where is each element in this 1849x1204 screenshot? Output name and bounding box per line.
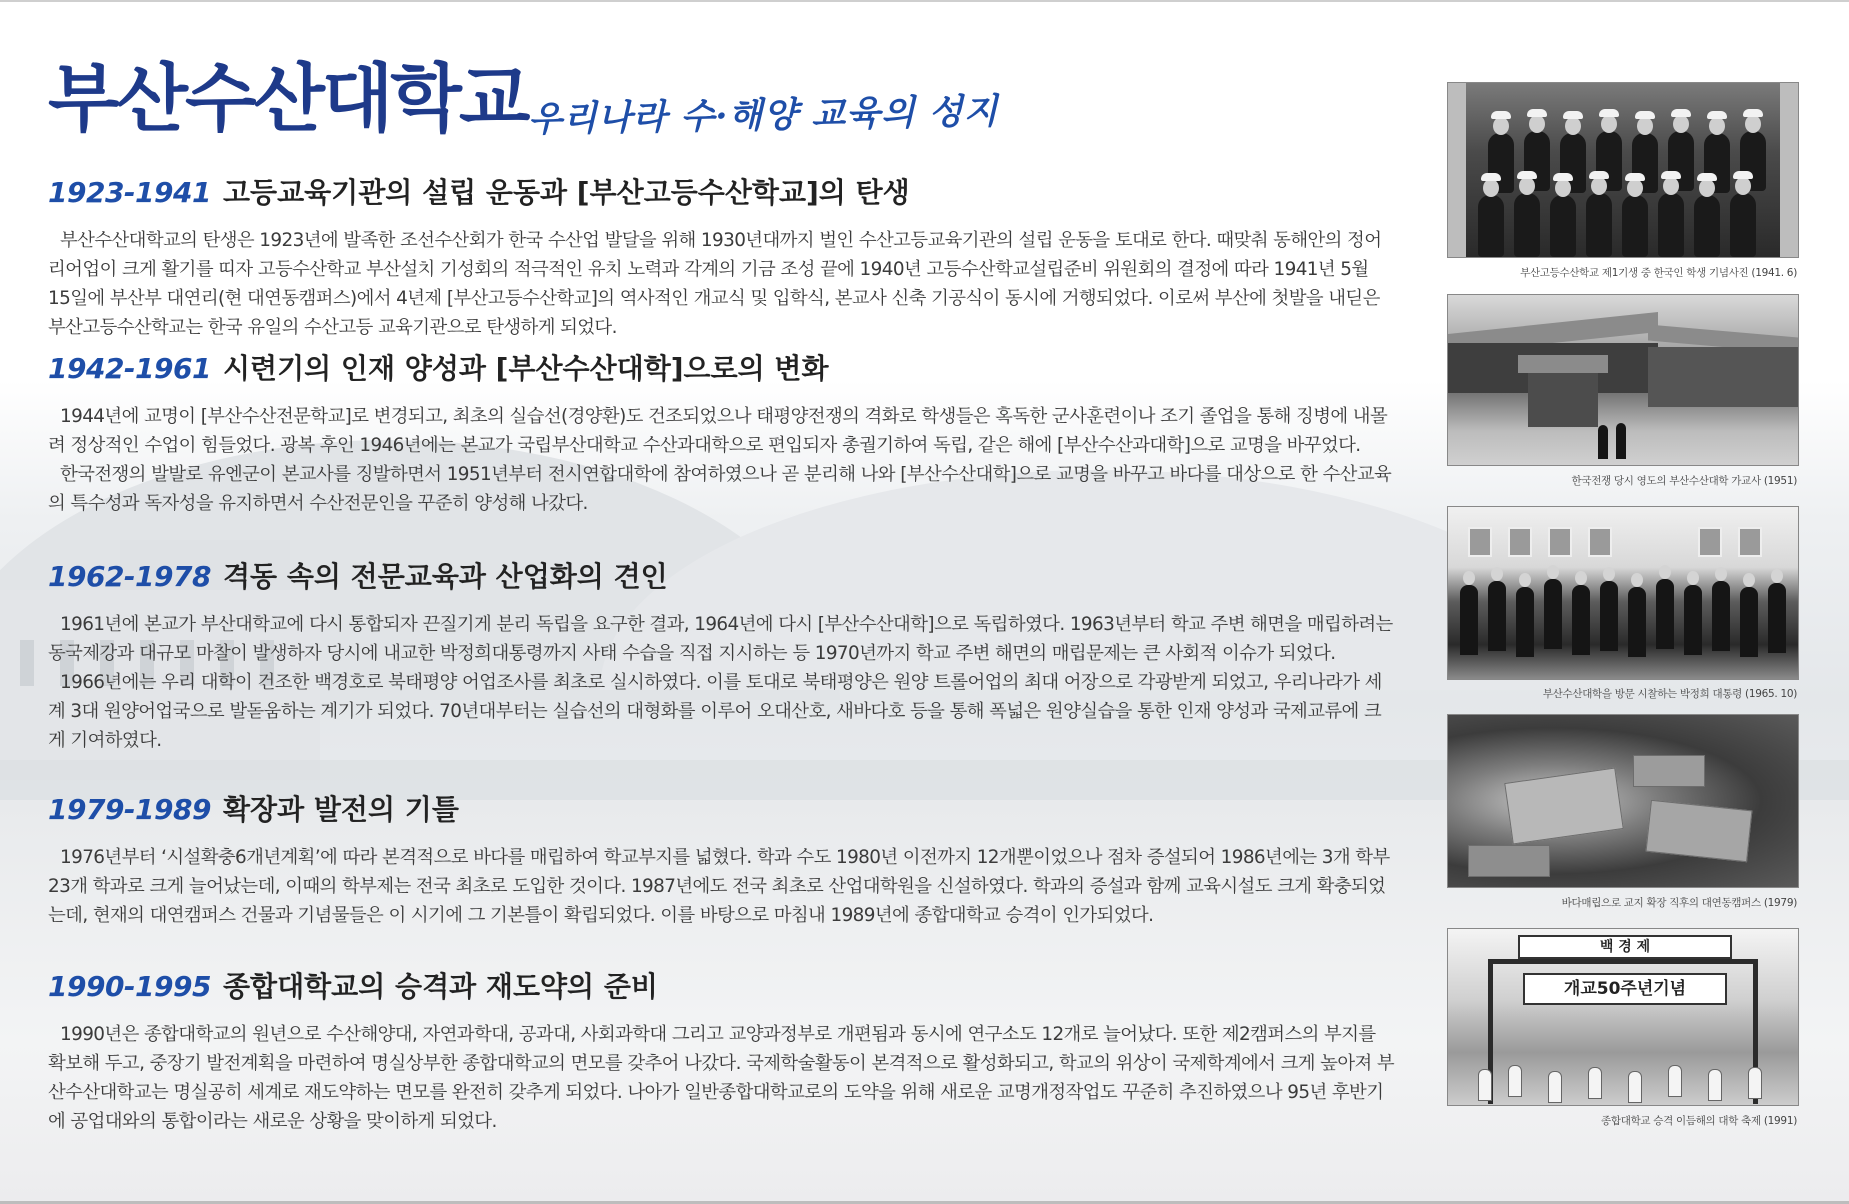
section-heading [48,970,1396,1004]
paragraph: 1966년에는 우리 대학이 건조한 백경호로 북태평양 어업조사를 최초로 실시하였다. 이를 토대로 북태평양은 원양 트롤어업의 최대 어장으로 각광받게 되었고, 우리나라가 세계 3대 원양어업국으로 발돋움하는 계기가 되었다. 70년대부터는 실습선의 대형화를 이루어 오대산호, 새바다호 등을 통해 폭넓은 원양실습을 통한 인재 양성과 국제교류에 크게 기여하였다. [48,671,1382,751]
section-title: 시련기의 인재 양성과 [부산수산대학]으로의 변화 [222,352,829,385]
paragraph: 한국전쟁의 발발로 유엔군이 본교사를 징발하면서 1951년부터 전시연합대학에 참여하였으나 곧 분리해 나와 [부산수산대학]으로 교명을 바꾸고 바다를 대상으로 한 수산교육의 특수성과 독자성을 유지하면서 수산전문인을 꾸준히 양성해 나갔다. [48,463,1392,514]
section-heading [48,793,1396,827]
section-body [48,1020,1396,1136]
photo-1991-festival [1447,928,1799,1106]
paragraph: 1944년에 교명이 [부산수산전문학교]로 변경되고, 최초의 실습선(경양환)도 건조되었으나 태평양전쟁의 격화로 학생들은 혹독한 군사훈련이나 조기 졸업을 통해 징병에 내몰려 정상적인 수업이 힘들었다. 광복 후인 1946년에는 본교가 국립부산대학교 수산과대학으로 편입되자 총궐기하여 독립, 같은 해에 [부산수산과대학]으로 교명을 바꾸었다. [48,405,1388,456]
photo-caption: 바다매립으로 교지 확장 직후의 대연동캠퍼스 (1979) [1561,897,1797,909]
paragraph: 1990년은 종합대학교의 원년으로 수산해양대, 자연과학대, 공과대, 사회과학대 그리고 교양과정부로 개편됨과 동시에 연구소도 12개로 늘어났다. 또한 제2캠퍼스의 부지를 확보해 두고, 중장기 발전계획을 마련하여 명실상부한 종합대학교의 면모를 갖추어 나갔다. 국제학술활동이 본격적으로 활성화되고, 학교의 위상이 국제학계에서 크게 높아져 부산수산대학교는 명실공히 세계로 재도약하는 면모를 완전히 갖추게 되었다. 나아가 일반종합대학교로의 도약을 위해 새로운 교명개정작업도 꾸준히 추진하였으나 95년 후반기에 공업대와의 통합이라는 새로운 상황을 맞이하게 되었다. [48,1023,1395,1132]
photo-1965-president-visit [1447,506,1799,680]
photo-caption: 부산고등수산학교 제1기생 중 한국인 학생 기념사진 (1941. 6) [1520,267,1797,279]
section-year: 1962-1978 [48,560,211,593]
photo-caption: 한국전쟁 당시 영도의 부산수산대학 가교사 (1951) [1571,475,1797,487]
section-year: 1942-1961 [48,352,211,385]
photo-1941-group-portrait [1447,82,1799,258]
photo-1951-temporary-school [1447,294,1799,466]
photo-1979-aerial-campus [1447,714,1799,888]
section-heading [48,352,1396,386]
festival-banner-top: 백 경 제 [1518,935,1732,959]
paragraph: 부산수산대학교의 탄생은 1923년에 발족한 조선수산회가 한국 수산업 발달을 위해 1930년대까지 벌인 수산고등교육기관의 설립 운동을 토대로 한다. 때맞춰 동해안의 정어리어업이 크게 활기를 띠자 고등수산학교 부산설치 기성회의 적극적인 유치 노력과 각계의 기금 조성 끝에 1940년 고등수산학교설립준비 위원회의 결정에 따라 1941년 5월 15일에 부산부 대연리(현 대연동캠퍼스)에서 4년제 [부산고등수산학교]의 역사적인 개교식 및 입학식, 본교사 신축 기공식이 동시에 거행되었다. 이로써 부산에 첫발을 내딛은 부산고등수산학교는 한국 유일의 수산고등 교육기관으로 탄생하게 되었다. [48,229,1382,338]
section-body [48,402,1396,518]
section-1962-1978 [48,560,1396,755]
section-body [48,843,1396,930]
section-1942-1961 [48,352,1396,518]
photo-caption: 종합대학교 승격 이듬해의 대학 축제 (1991) [1601,1115,1797,1127]
page-title: 부산수산대학교 [48,56,528,142]
section-heading [48,176,1396,210]
section-body [48,610,1396,755]
top-border [0,0,1849,2]
paragraph: 1976년부터 ‘시설확충6개년계획’에 따라 본격적으로 바다를 매립하여 학교부지를 넓혔다. 학과 수도 1980년 이전까지 12개뿐이었으나 점차 증설되어 1986년에는 3개 학부 23개 학과로 크게 늘어났는데, 이때의 학부제는 전국 최초로 도입한 것이다. 1987년에도 전국 최초로 산업대학원을 신설하였다. 학과의 증설과 함께 교육시설도 크게 확충되었는데, 현재의 대연캠퍼스 건물과 기념물들은 이 시기에 그 기본틀이 확립되었다. 이를 바탕으로 마침내 1989년에 종합대학교 승격이 인가되었다. [48,846,1390,926]
section-1979-1989 [48,793,1396,930]
section-1923-1941 [48,176,1396,342]
section-year: 1990-1995 [48,970,211,1003]
section-title: 확장과 발전의 기틀 [222,793,459,826]
section-year: 1979-1989 [48,793,211,826]
section-title: 고등교육기관의 설립 운동과 [부산고등수산학교]의 탄생 [222,176,910,209]
section-heading [48,560,1396,594]
paragraph: 1961년에 본교가 부산대학교에 다시 통합되자 끈질기게 분리 독립을 요구한 결과, 1964년에 다시 [부산수산대학]으로 독립하였다. 1963년부터 학교 주변 해면을 매립하려는 동국제강과 대규모 마찰이 발생하자 당시에 내교한 박정희대통령까지 사태 수습을 직접 지시하는 등 1970년까지 학교 주변 해면의 매립문제는 큰 사회적 이슈가 되었다. [48,613,1393,664]
festival-banner-main: 개교50주년기념 [1523,973,1727,1005]
section-title: 종합대학교의 승격과 재도약의 준비 [222,970,658,1003]
section-title: 격동 속의 전문교육과 산업화의 견인 [222,560,668,593]
section-1990-1995 [48,970,1396,1136]
page-subtitle: 우리나라 수·해양 교육의 성지 [527,90,999,141]
photo-caption: 부산수산대학을 방문 시찰하는 박정희 대통령 (1965. 10) [1542,688,1797,700]
section-year: 1923-1941 [48,176,211,209]
section-body [48,226,1396,342]
